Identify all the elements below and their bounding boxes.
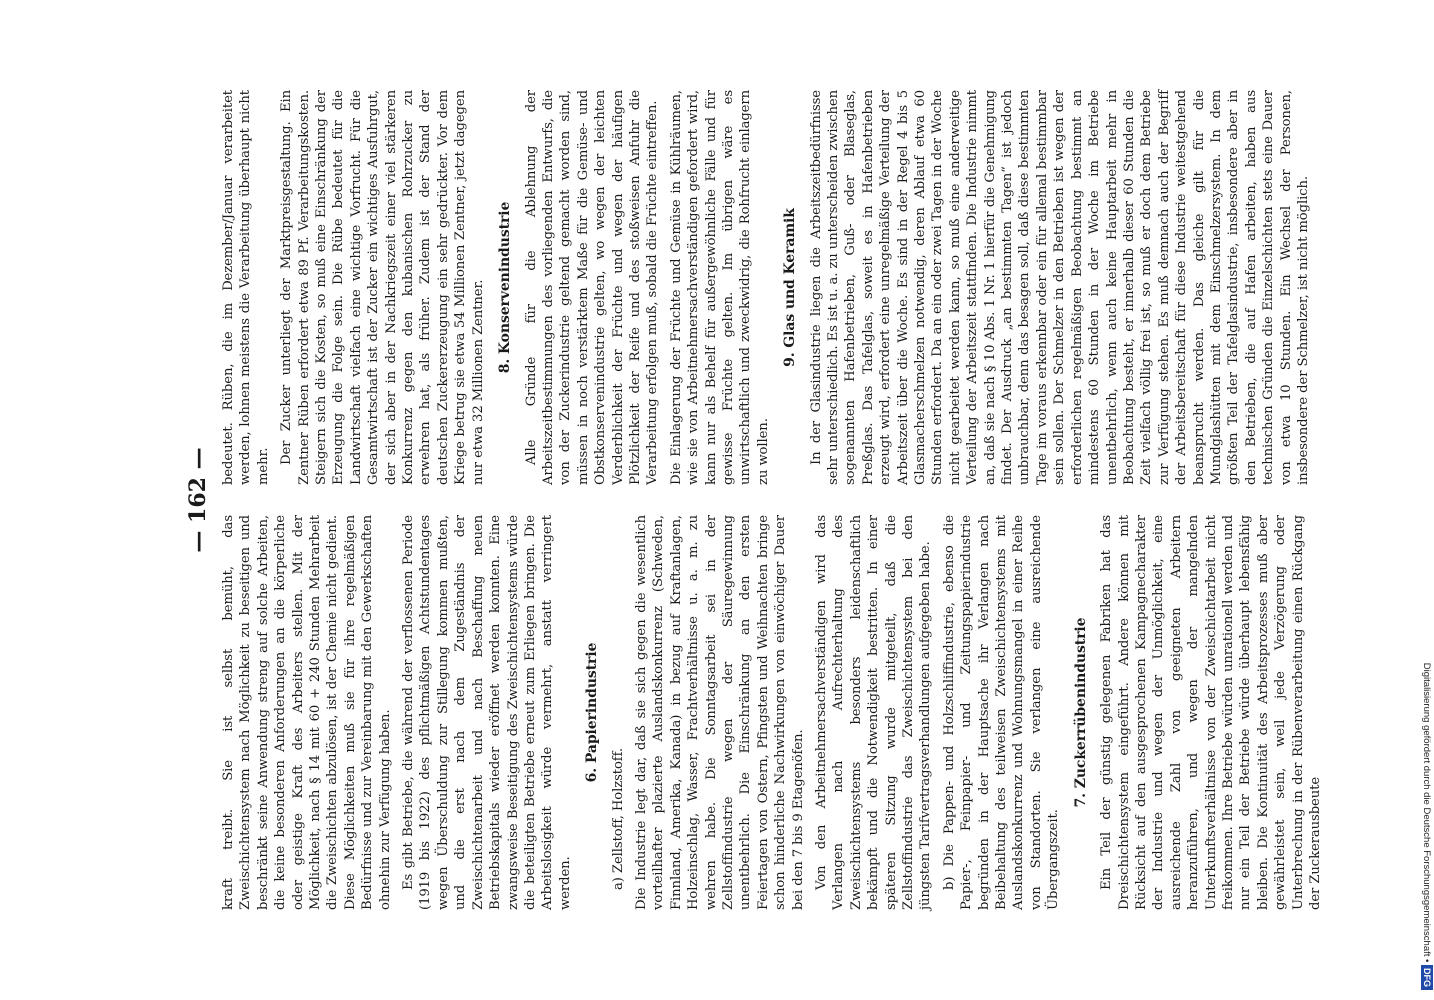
page-content (95, 90, 1425, 910)
paragraph: Der Zucker unterliegt der Marktpreisgestaltung. Ein Zentner Rüben erfordert etwa 89 Pf. Verarbeitungskosten. Steigern sich die Kosten, so muß eine Einschränkung der Erzeugung die Folge sein. Die Rübe bedeutet für die Landwirtschaft vielfach eine wichtige Vorfrucht. Für die Gesamtwirtschaft ist der Zucker ein wichtiges Ausfuhrgut, der sich aber in der Nachkriegszeit einer viel stärkeren Konkurrenz gegen den kubanischen Rohrzucker zu erwehren hat, als früher. Zudem ist der Stand der deutschen Zuckererzeugung ein sehr gedrückter. Vor dem Kriege betrug sie etwa 54 Millionen Zentner, jetzt dagegen nur etwa 32 Millionen Zentner. (279, 90, 486, 485)
digitization-stamp (1418, 10, 1434, 990)
paragraph: Die Industrie legt dar, daß sie sich gegen die wesentlich vorteilhafter plazierte Auslandskonkurrenz (Schweden, Finnland, Amerika, Kanada) in bezug auf Kraftanlagen, Holzeinschlag, Wasser, Frachtverhältnisse u. a. m. zu wehren habe. Die Sonntagsarbeit sei in der Zellstoffindustrie wegen der Säuregewinnung unentbehrlich. Die Einschränkung an den ersten Feiertagen von Ostern, Pfingsten und Weihnachten bringe schon hinderliche Nachwirkungen von einwöchiger Dauer bei den 7 bis 9 Etagenöfen. (633, 515, 806, 910)
paragraph: bedeutet. Rüben, die im Dezember/Januar verarbeitet werden, lohnen meistens die Verarbeitung überhaupt nicht mehr. (221, 90, 271, 485)
section-heading: 6. Papierindustrie (584, 642, 601, 783)
right-column (220, 90, 1318, 485)
stamp-text: Digitalisierung gefördert durch die Deutsche Forschungsgemeinschaft • (1421, 662, 1432, 963)
left-column (220, 515, 1330, 910)
paragraph: kraft treibt. Sie ist selbst bemüht, das Zweischichtensystem nach Möglichkeit zu beseitigen und beschränkt seine Anwendung streng auf solche Arbeiten, die keine besonderen Anforderungen an die körperliche oder geistige Kraft des Arbeiters stellen. Mit der Möglichkeit, nach § 14 mit 60 + 240 Stunden Mehrarbeit die Zweischichten abzulösen, ist der Chemie nicht gedient. Diese Möglichkeiten muß sie für ihre regelmäßigen Bedürfnisse und zur Vereinbarung mit den Gewerkschaften ohnehin zur Verfügung haben. (221, 515, 393, 910)
paragraph: Ein Teil der günstig gelegenen Fabriken hat das Dreischichtensystem eingeführt. Andere können mit Rücksicht auf den ausgesprochenen Kampagnecharakter der Industrie und wegen der Unmöglichkeit, eine ausreichende Zahl von geeigneten Arbeitern heranzuführen, und wegen der mangelnden Unterkunftsverhältnisse von der Zweischichtarbeit nicht freikommen. Ihre Betriebe würden unrationell werden und nur ein Teil der Betriebe würde überhaupt lebensfähig bleiben. Die Kontinuität des Arbeitsprozesses muß aber gewährleistet sein, weil jede Verzögerung oder Unterbrechung in der Rübenverarbeitung einen Rückgang der Zuckerausbeute (1099, 515, 1323, 910)
section-heading: 8. Konservenindustrie (497, 201, 514, 374)
paragraph: In der Glasindustrie liegen die Arbeitszeitbedürfnisse sehr unterschiedlich. Es ist u. a. zu unterscheiden zwischen sogenannten Hafenbetrieben, Guß- oder Blaseglas, Preßglas. Das Tafelglas, soweit es in Hafenbetrieben erzeugt wird, erfordert eine unregelmäßige Verteilung der Arbeitszeit über die Woche. Es sind in der Regel 4 bis 5 Glasmacherschmelzen notwendig, deren Ablauf etwa 60 Stunden erfordert. Da an ein oder zwei Tagen in der Woche nicht gearbeitet werden kann, so muß eine anderweitige Verteilung der Arbeitszeit stattfinden. Die Industrie nimmt an, daß sie nach § 10 Abs. 1 Nr. 1 hierfür die Genehmigung findet. Der Ausdruck „an bestimmten Tagen“ ist jedoch unbrauchbar, denn das besagen soll, daß diese bestimmten Tage im voraus erkennbar oder ein für allemal bestimmbar sein sollen. Der Schmelzer in den Betrieben ist wegen der erforderlichen regelmäßigen Beobachtung bestimmt an mindestens 60 Stunden in der Woche im Betriebe unentbehrlich, wenn auch keine Hauptarbeit mehr in Beobachtung besteht, er innerhalb dieser 60 Stunden die Zeit vielfach völlig frei ist, so muß er doch dem Betriebe zur Verfügung stehen. Es muß demnach auch der Begriff der Arbeitsbereitschaft für diese Industrie weitestgehend beansprucht werden. Das gleiche gilt für die Mundglashütten mit dem Einschmelzersystem. In dem größten Teil der Tafelglasindustrie, insbesondere aber in den Betrieben, die auf Hafen arbeiten, haben aus technischen Gründen die Einzelschichten stets eine Dauer von etwa 10 Stunden. Ein Wechsel der Personen, insbesondere der Schmelzer, ist nicht möglich. (808, 90, 1311, 485)
paragraph: Die Einlagerung der Früchte und Gemüse in Kühlräumen, wie sie von Arbeitnehmersachverständigen gefordert wird, kann nur als Behelf für außergewöhnliche Fälle und für gewisse Früchte gelten. Im übrigen wäre es unwirtschaftlich und zweckwidrig, die Rohfrucht einlagern zu wollen. (668, 90, 771, 485)
page-number: — 162 — (185, 447, 211, 553)
paragraph: b) Die Pappen- und Holzschliffindustrie, ebenso die Papier-, Feinpapier- und Zeitungspapierindustrie begründen in der Hauptsache ihr Verlangen nach Beibehaltung des teilweisen Zweischichtensystems mit Auslandskonkurrenz und Wohnungsmangel in einer Reihe von Standorten. Sie verlangen eine ausreichende Übergangszeit. (941, 515, 1062, 910)
section-heading: 9. Glas und Keramik (782, 208, 799, 367)
paragraph: Alle Gründe für die Ablehnung der Arbeitszeitbestimmungen des vorliegenden Entwurfs, die von der Zuckerindustrie geltend gemacht worden sind, müssen in noch verstärktem Maße für die Gemüse- und Obstkonservenindustrie gelten, wo wegen der leichten Verderblichkeit der Früchte und wegen der häufigen Plötzlichkeit der Reife und des stoßweisen Anfuhr die Verarbeitung erfolgen muß, sobald die Früchte eintreffen. (523, 90, 661, 485)
dfg-logo: DFG (1421, 965, 1433, 990)
paragraph: Es gibt Betriebe, die während der verflossenen Periode (1919 bis 1922) des pflichtmäßigen Achtstundentages wegen Überschuldung zur Stillegung kommen mußten, und die erst nach dem Zugeständnis der Zweischichtenarbeit und nach Beschaffung neuen Betriebskapitals wieder eröffnet werden konnten. Eine zwangsweise Beseitigung des Zweischichtensystems würde die beteiligten Betriebe erneut zum Erliegen bringen. Die Arbeitslosigkeit würde vermehrt, anstatt verringert werden. (401, 515, 573, 910)
section-heading: 7. Zuckerrübenindustrie (1072, 617, 1089, 808)
paragraph: a) Zellstoff, Holzstoff. (610, 748, 626, 890)
paragraph: Von den Arbeitnehmersachverständigen wird das Verlangen nach Aufrechterhaltung des Zweischichtensystems besonders leidenschaftlich bekämpft und die Notwendigkeit bestritten. In einer späteren Sitzung wurde mitgeteilt, daß die Zellstoffindustrie das Zweischichtensystem bei den jüngsten Tarifvertragsverhandlungen aufgegeben habe. (814, 515, 934, 910)
